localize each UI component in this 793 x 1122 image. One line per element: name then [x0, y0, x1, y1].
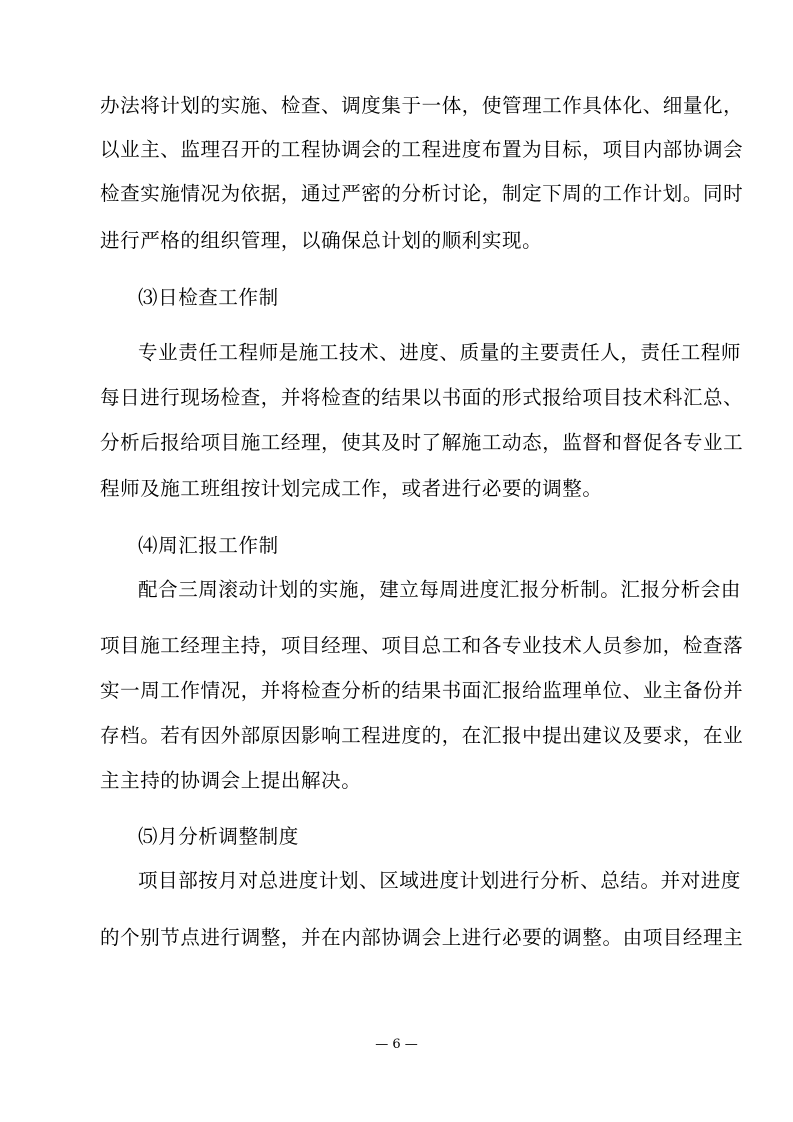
section-heading: ⑷周汇报工作制: [138, 534, 279, 557]
paragraph-line: 的个别节点进行调整，并在内部协调会上进行必要的调整。由项目经理主: [100, 926, 744, 949]
paragraph-line: 配合三周滚动计划的实施，建立每周进度汇报分析制。汇报分析会由: [138, 578, 742, 601]
section-heading: ⑸月分析调整制度: [138, 825, 299, 848]
paragraph-line: 每日进行现场检查，并将检查的结果以书面的形式报给项目技术科汇总、: [100, 386, 744, 409]
paragraph-line: 项目施工经理主持，项目经理、项目总工和各专业技术人员参加，检查落: [100, 634, 744, 657]
paragraph-line: 项目部按月对总进度计划、区域进度计划进行分析、总结。并对进度: [138, 869, 742, 892]
paragraph-line: 以业主、监理召开的工程协调会的工程进度布置为目标，项目内部协调会: [100, 138, 744, 161]
paragraph-line: 办法将计划的实施、检查、调度集于一体，使管理工作具体化、细量化，: [100, 94, 744, 117]
paragraph-line: 专业责任工程师是施工技术、进度、质量的主要责任人，责任工程师: [138, 341, 742, 364]
paragraph-line: 实一周工作情况，并将检查分析的结果书面汇报给监理单位、业主备份并: [100, 679, 744, 702]
paragraph-line: 进行严格的组织管理，以确保总计划的顺利实现。: [100, 229, 543, 252]
paragraph-line: 分析后报给项目施工经理，使其及时了解施工动态，监督和督促各专业工: [100, 431, 744, 454]
paragraph-line: 主主持的协调会上提出解决。: [100, 769, 362, 792]
section-heading: ⑶日检查工作制: [138, 286, 279, 309]
paragraph-line: 检查实施情况为依据，通过严密的分析讨论，制定下周的工作计划。同时: [100, 182, 744, 205]
paragraph-line: 程师及施工班组按计划完成工作，或者进行必要的调整。: [100, 477, 603, 500]
page-number: — 6 —: [375, 1037, 418, 1052]
paragraph-line: 存档。若有因外部原因影响工程进度的，在汇报中提出建议及要求，在业: [100, 724, 744, 747]
